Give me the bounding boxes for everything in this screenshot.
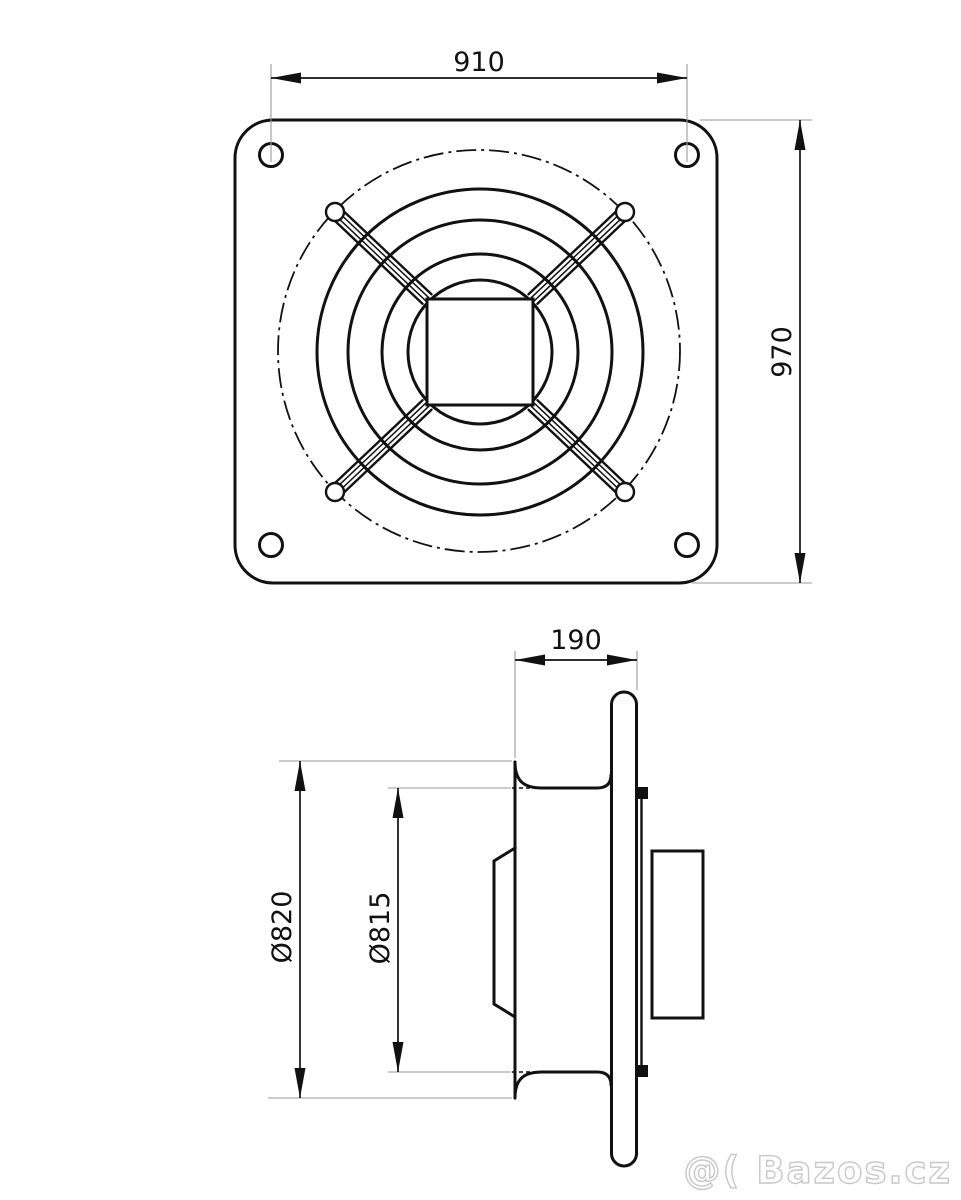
side-view [494,692,703,1166]
strut-eyelet [616,483,634,501]
arrowhead-up [393,788,404,818]
arrowhead-down [795,553,806,583]
bellmouth-bottom-profile [515,1072,611,1098]
impeller-hub-profile [494,848,515,1017]
arrowhead-right [607,655,637,666]
arrowhead-up [295,761,306,791]
dimension-label-910: 910 [453,47,505,78]
arrowhead-left [515,655,545,666]
dimension-label-815: Ø815 [365,891,396,965]
arrowhead-up [795,120,806,150]
arrowhead-down [295,1068,306,1098]
watermark-text: @( Bazos.cz [683,1149,952,1192]
bracket-clip-top [638,787,648,799]
bolt-hole [676,534,699,557]
bracket-clip-bottom [638,1065,648,1077]
strut-eyelet [326,483,344,501]
mounting-plate-edge [612,692,637,1166]
dimension-label-190: 190 [550,625,602,656]
grille-hub-square [427,299,533,405]
arrowhead-right [657,73,687,84]
dimension-label-820: Ø820 [267,890,298,964]
arrowhead-down [393,1042,404,1072]
strut-eyelet [326,203,344,221]
front-view [235,120,717,583]
bolt-hole [260,534,283,557]
arrowhead-left [271,73,301,84]
dimension-label-970: 970 [767,326,798,378]
strut-eyelet [616,203,634,221]
bellmouth-top-profile [515,762,611,788]
motor-housing [652,851,703,1018]
